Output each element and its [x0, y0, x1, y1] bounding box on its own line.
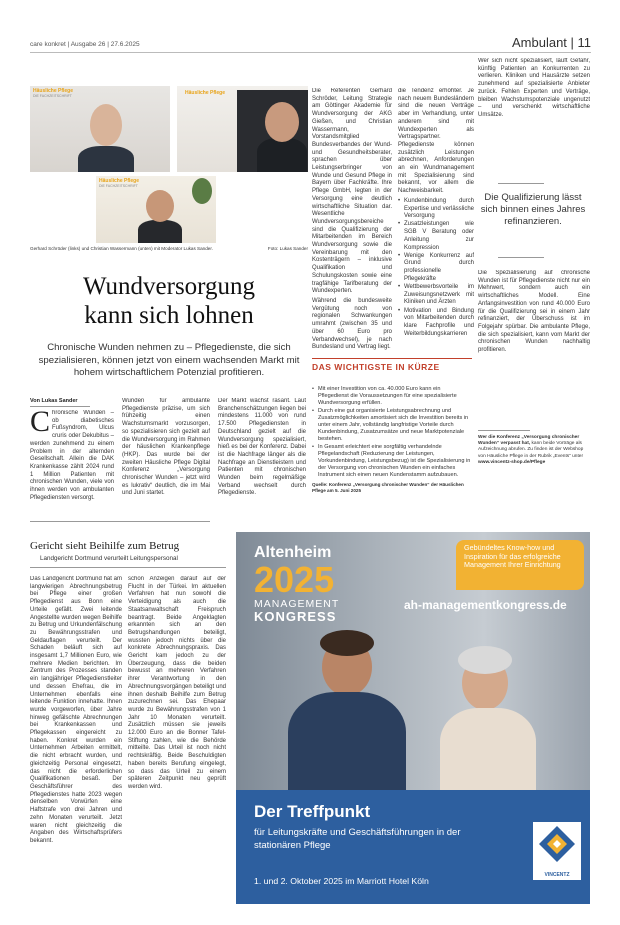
photo-caption	[30, 246, 308, 251]
pane-label-sub: DIE FACHZEITSCHRIFT	[33, 94, 72, 98]
summary-box	[312, 358, 472, 494]
column-text: hronische Wunden – ob diabetisches Fußsyndrom, Ulcus cruris oder Dekubitus – werden zunehmend zu einem Problem in der alternden Gesellschaft. Allein die DAK Krankenkasse zählt 2024 rund 1 Million Patienten mit chronischen Wunden, viele von ihnen werden von ambulanten Pflegediensten versorgt.	[30, 410, 114, 501]
ad-brand-line-1: Altenheim	[254, 544, 332, 561]
vincentz-logo	[533, 822, 581, 880]
list-item: • Zusatzleistungen wie SGB V Beratung oder Anleitung zur Kompression	[398, 221, 474, 252]
brief-rule	[30, 567, 226, 568]
list-item: • Motivation und Bindung von Mitarbeitenden durch klare Fachprofile und Weiterbildungskarrieren	[398, 308, 474, 339]
article-column-2: Wunden für ambulante Pflegedienste präzise, um sich frühzeitig einen Wachstumsmarkt vorzusorgen, so spezialisieren sich gezielt auf die Wundversorgung im Rahmen der häuslichen Krankenpflege (HKP). Das wurde bei der zweiten Häusliche Pflege Digital Konferenz „Versorgung chronischer Wunden – jetzt wird es lukrativ“ deutlich, die im Mai und Juni startet.	[122, 398, 210, 497]
ad-tagline: Der Treffpunkt	[254, 802, 371, 821]
column-text: Die Referenten Gerhard Schröder, Leitung Strategie am Göttinger Akademie für Wundversorgung der AKG Gießen, und Christian Wassermann, Vorstandsmitglied Bundesverbandes der Wund- und Gesundheitsberater, sprachen über Leistungserbringer von Wunde und Gesund Pflege in Bayern über Fachkräfte. Ihre Pflege GmbH, legten in der Versorgung eine deutlich wirtschaftliche Situation dar. Wesentliche Wundversorgungsbereiche sind die Qualifizierung der Mitarbeitenden im Bereich Wundversorgung sowie die Vereinbarung mit den Kostenträgern – inklusive Qualifikation und Schulungskosten sowie eine tragfähige Tarifberatung der Wundexperten.	[312, 88, 392, 295]
issue-info: care konkret | Ausgabe 26 | 27.6.2025	[30, 41, 140, 48]
advertisement[interactable]	[236, 532, 590, 904]
summary-list	[312, 386, 472, 479]
article-column-4	[312, 88, 392, 350]
conference-hint	[478, 435, 588, 466]
summary-title: DAS WICHTIGSTE IN KÜRZE	[312, 358, 472, 372]
header-rule	[30, 52, 591, 53]
woman-hair	[458, 646, 512, 674]
person-head	[146, 190, 174, 222]
brief-column-1: Das Landgericht Dortmund hat am langwierigen Abrechnungsbetrug bei Pflege einer großen Pflegedienst aus Bonn eine Urteile gefällt. Zwei leitende Angestellte wurden wegen Beihilfe zu Betrug und Urkundenfälschung zu Bewährungsstrafen und Geldauflagen verurteilt. Der Schaden beläuft sich auf insgesamt 1,7 Millionen Euro, wie mehrere Medien berichten. Im Zentrum des Prozesses standen ein langjähriger Pflegedienstleiter und dessen Ehefrau, die im Unternehmen ebenfalls eine leitende Funktion innehatte. Ihnen wurde vorgeworfen, über Jahre hinweg gefälschte Abrechnungen bei Krankenkassen und Pflegekassen eingereicht zu haben. Konkret wurden ein Unternehmen Arbeiten ermittelt, die nicht erbracht wurden, und gleichzeitig Personal eingesetzt, das nicht die erforderlichen Qualifikationen besaß. Der Geschäftsführer des Pflegedienstes hatte 2023 wegen denselben Vorwürfen eine Haftstrafe von drei Jahren und zehn Monaten verurteilt. Jetzt waren nicht gleichzeitig die Angaben des Wirtschaftsprüfers bekannt.	[30, 576, 122, 844]
logo-mark-icon	[533, 822, 581, 866]
hint-text: kann beide Vorträge als Aufzeichnung abrufen.	[478, 441, 582, 453]
speaker-pane-left	[30, 86, 170, 172]
person-head	[265, 102, 299, 142]
logo-text: VINCENTZ	[544, 872, 570, 878]
list-item: • Kundenbindung durch Expertise und verlässliche Versorgung	[398, 198, 474, 221]
man-suit	[288, 692, 406, 792]
photo-credit: Foto: Lukas Sander	[267, 246, 308, 251]
caption-text: Gerhard Schröder (links) und Christian Wassermann (unten) mit Moderator Lukas Sander.	[30, 246, 213, 251]
hint-text-2: Zu finden ist der Webshop von Häusliche Pflege in der Rubrik „Events“ unter	[478, 447, 584, 459]
video-conference-photo	[30, 86, 308, 243]
byline: Von Lukas Sander	[30, 398, 90, 407]
article-column-5	[398, 88, 474, 350]
brief-column-2: schon Anzeigen darauf auf der Flucht in der Türkei. Im aktuellen Verfahren hat nun sowohl die Verteidigung als auch die Staatsanwaltschaft Freispruch beantragt. Beide Angeklagten erkannten sich an den Betrugshandlungen beteiligt, wussten jedoch nichts über die konkrete Abrechnungspraxis. Das Gericht kam jedoch zu der Überzeugung, dass die beiden bewusst an mehreren Verfahren ihrer Verantwortung in den Abrechnungsvorgängen beteiligt und ihnen deshalb Beihilfe zum Betrug zuzurechnen sei. Das Ehepaar wurde zu Bewährungsstrafen von 1 Jahr 10 Monaten verurteilt. Zusätzlich müssen sie jeweils 12.000 Euro an die Bonner Tafel-Stiftung zahlen, wie die Behörde mitteilte. Das Urteil ist noch nicht rechtskräftig. Beide Beschuldigten haben bereits Berufung eingelegt, so dass das Urteil zu einem späteren Zeitpunkt neu geprüft werden wird.	[128, 576, 226, 790]
list-item: • Wettbewerbsvorteile im Zuweisungsnetzwerk mit Kliniken und Ärzten	[398, 284, 474, 307]
ad-tagline-sub: für Leitungskräfte und Geschäftsführungen in der stationären Pflege	[254, 827, 461, 851]
summary-item: • Durch eine gut organisierte Leistungsabrechnung und Zusatzmöglichkeiten amortisiert sich die Investition bereits in unter einem Jahr, vollständig langfristige Vorteile durch Kundenbindung, Zusatzumsätze und neue Marktpotenziale bestehen.	[312, 408, 472, 443]
pull-quote: Die Qualifizierung lässt sich binnen eines Jahres refinanzieren.	[480, 192, 586, 227]
article-column-7: Die Spezialisierung auf chronische Wunden ist für Pflegedienste nicht nur ein Mehrwert, sondern auch ein wirtschaftliches Modell. Eine Anfangsinvestition von rund 40.000 Euro für die Qualifizierung sei in einem Jahr refinanziert, der Überschuss ist im Folgejahr spürbar. Die ambulante Pflege, die sich spezialisiert, kann vom Markt der chronischen Wunden nachhaltig profitieren.	[478, 270, 590, 354]
article-lead: Chronische Wunden nehmen zu – Pflegedienste, die sich spezialisieren, können jetzt von einem wachsenden Markt mit hohem wirtschaftlichem Potenzial profitieren.	[38, 342, 300, 378]
column-text-2: Während die bundesweite Vergütung noch von regionalen Schwankungen umrahmt (zwischen 35 und über 60 Euro pro Verbandwechsel), je nach Bundesland und Vertrag liegt.	[312, 297, 392, 350]
pane-label-title: Häusliche Pflege	[33, 88, 74, 94]
list-item: • Wenige Konkurrenz auf Grund durch professionelle Pflegekräfte	[398, 253, 474, 284]
article-column-3: Der Markt wächst rasant. Laut Branchenschätzungen liegen bei mindestens 11.000 von rund 17.500 Pflegediensten in Deutschland gezielt auf die Wundversorgung spezialisiert, hieß es bei der Konferenz. Dabei ist die Nachfrage länger als die Nachfrage an Dienstleistern und Patienten mit chronischen Wunden beim regelmäßige Verband wechselt durch Pflegedienste.	[218, 398, 306, 497]
article-column-6: Wer sich nicht spezialisiert, läuft Gefahr, künftig Patienten an Konkurrenten zu verlieren. Kliniken und Hausärzte setzen zunehmend auf spezialisierte Anbieter zurück. Fehlen Experten und Verträge, bleiben Wachstumspotenziale ungenutzt – und verschenkt wirtschaftliche Umsätze.	[478, 58, 590, 118]
person-head	[90, 104, 122, 146]
ad-speech-bubble	[456, 540, 584, 590]
article-headline	[30, 272, 308, 330]
advantages-list	[398, 198, 474, 339]
shop-link[interactable]: www.vincentz-shop.de/Pflege	[478, 459, 546, 465]
headline-line-1: Wundversorgung	[82, 273, 256, 300]
headline-line-2: kann sich lohnen	[84, 302, 254, 329]
summary-item: • Mit einer Investition von ca. 40.000 Euro kann ein Pflegedienst die Voraussetzungen für eine spezialisierte Wundversorgung erfüllen.	[312, 386, 472, 407]
ad-url[interactable]: ah-managementkongress.de	[404, 598, 567, 612]
ad-brand-line-4: KONGRESS	[254, 609, 337, 624]
ad-brand-line-3: MANAGEMENT	[254, 598, 340, 610]
ad-bubble-text: Gebündeltes Know-how und Inspiration für das erfolgreiche Management Ihrer Einrichtung	[464, 543, 561, 570]
brief-headline: Gericht sieht Beihilfe zum Betrug	[30, 540, 180, 552]
summary-source: Quelle: Konferenz „Versorgung chronischer Wunden“ der Häuslichen Pflege am 5. Juni 2025	[312, 482, 464, 494]
person-torso	[138, 220, 182, 243]
speaker-pane-right	[177, 86, 308, 172]
section-rule	[30, 521, 210, 522]
pane-label-title: Häusliche Pflege	[185, 90, 226, 96]
ad-brand-year: 2025	[254, 559, 335, 600]
section-page-number: Ambulant | 11	[511, 35, 591, 50]
quote-rule-bottom	[498, 257, 544, 258]
quote-rule-top	[498, 183, 544, 184]
woman-blouse	[440, 708, 536, 792]
pane-label-sub: DIE FACHZEITSCHRIFT	[99, 184, 138, 188]
person-torso	[257, 138, 307, 172]
column-text: die Tendenz erhöhter. Je nach neuem Bundesländern sind die neuen Verträge aber im Verhandlung, unter anderem sind mit Wundexperten als Vertragspartner. Pflegedienste können zusätzlich Leistungen abrechnen, Anforderungen an ein Wundmanagement mit Spezialisierung sind bekannt, vor allem die Nachweisbarkeit.	[398, 88, 474, 195]
moderator-pane	[96, 176, 216, 243]
man-hair	[320, 630, 374, 656]
person-torso	[78, 146, 134, 172]
pane-label-title: Häusliche Pflege	[99, 178, 140, 184]
hint-intro: Wer die Konferenz „Versorgung chronischer Wunden“ verpasst hat,	[478, 435, 580, 447]
hint-rule	[478, 430, 530, 431]
article-column-1	[30, 410, 114, 515]
plant-decoration	[192, 178, 212, 204]
drop-cap: C	[30, 410, 51, 438]
brief-subtitle: Landgericht Dortmund verurteilt Leitungspersonal	[40, 555, 178, 562]
summary-item: • In Gesamt erleichtert eine sorgfältig verhandelnde Pflegelandschaft (Reduzierung der Leistungen, Vorkundenbindung, Leistungsbezug) ist die Spezialisierung in der Versorgung von chronischen Wunden ein einfaches Instrument sich einen neuen Kundenstamm aufzubauen.	[312, 444, 472, 479]
ad-event-date: 1. und 2. Oktober 2025 im Marriott Hotel Köln	[254, 876, 429, 886]
